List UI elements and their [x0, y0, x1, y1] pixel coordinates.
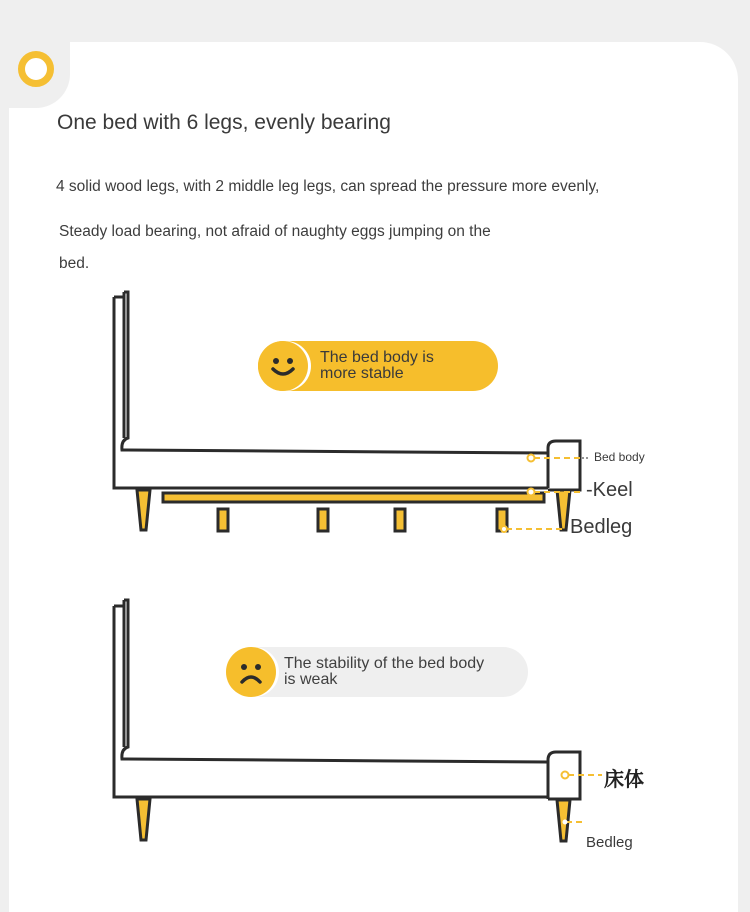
- keel-bar: [163, 493, 544, 502]
- badge-text-line1: The bed body is: [320, 349, 434, 366]
- smile-face-icon: [258, 341, 308, 391]
- marker-dot: [528, 489, 535, 496]
- label-bed-body-cn: 床体: [604, 769, 644, 791]
- middle-leg: [218, 509, 228, 531]
- description-line-3: bed.: [59, 255, 90, 272]
- corner-leg-left: [137, 490, 150, 530]
- middle-leg: [395, 509, 405, 531]
- bed-frame-good: [114, 292, 580, 490]
- label-bedleg: Bedleg: [570, 516, 633, 538]
- marker-dot: [563, 820, 568, 825]
- marker-dot: [562, 772, 569, 779]
- section-heading: One bed with 6 legs, evenly bearing: [57, 111, 391, 134]
- marker-dot: [501, 526, 507, 532]
- badge-text-line2: more stable: [320, 365, 404, 382]
- description-line-2: Steady load bearing, not afraid of naughty eggs jumping on the: [59, 223, 491, 240]
- badge-text-line1: The stability of the bed body: [284, 655, 485, 672]
- description-line-1: 4 solid wood legs, with 2 middle leg legs, can spread the pressure more evenly,: [56, 178, 600, 195]
- marker-dot: [528, 455, 535, 462]
- corner-leg-right: [557, 490, 570, 530]
- middle-leg: [318, 509, 328, 531]
- bed-frame-bad: [114, 600, 580, 799]
- stable-badge: [258, 341, 498, 391]
- label-keel: -Keel: [586, 479, 633, 501]
- label-bed-body: Bed body: [594, 450, 645, 464]
- corner-leg-left: [137, 799, 150, 840]
- sad-face-icon: [226, 647, 276, 697]
- weak-badge: [226, 647, 528, 697]
- badge-text-line2: is weak: [284, 671, 338, 688]
- label-bedleg: Bedleg: [586, 834, 633, 851]
